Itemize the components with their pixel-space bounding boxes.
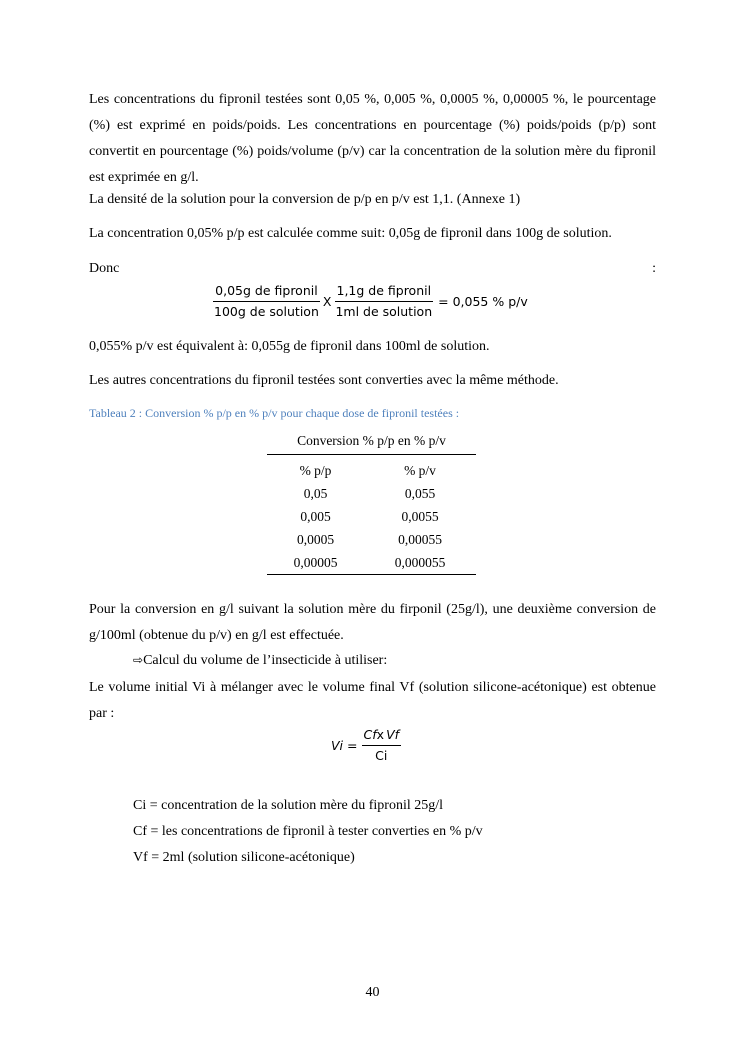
fraction-numerator: 1,1g de fipronil [335,283,434,302]
definition-vf: Vf = 2ml (solution silicone-acétonique) [133,850,355,865]
numerator-cf: Cf [363,727,377,742]
definition-cf: Cf = les concentrations de fipronil à tester converties en % p/v [133,824,483,839]
conversion-formula [212,283,530,320]
times-sign: X [322,294,332,309]
numerator-vf: Vf [386,727,400,742]
fraction-fipronil-solution [212,283,321,320]
donc-row [89,259,656,279]
bullet-text: Calcul du volume de l’insecticide à utiliser: [143,653,388,668]
table-row [267,528,476,551]
table-row [267,551,476,575]
table-row [267,482,476,505]
column-header: % p/p [299,462,332,478]
table-cell: 0,00055 [398,531,442,547]
paragraph-autres: Les autres concentrations du fipronil testées sont converties avec la même méthode. [89,373,559,388]
paragraph-conversion-gl: Pour la conversion en g/l suivant la solution mère du firponil (25g/l), une deuxième conversion de g/100ml (obtenue du p/v) en g/l est effectuée. [89,602,656,643]
table-cell: 0,0005 [296,531,335,547]
fraction-denominator: 1ml de solution [335,304,433,319]
fraction-volume [362,727,402,764]
fraction-denominator: Ci [375,748,388,763]
formula-lhs: Vi [331,738,344,753]
bullet-calcul-volume [133,650,700,671]
fraction-density [333,283,434,320]
fraction-numerator: 0,05g de fipronil [213,283,320,302]
table-row [267,505,476,528]
table-caption: Tableau 2 : Conversion % p/p en % p/v pour chaque dose de fipronil testées : [89,406,460,420]
paragraph-equivalence: 0,055% p/v est équivalent à: 0,055g de fipronil dans 100ml de solution. [89,339,490,354]
table-cell: 0,0055 [401,508,439,524]
table-title: Conversion % p/p en % p/v [267,428,476,455]
numerator-times: x [376,727,385,742]
paragraph-calcul: La concentration 0,05% p/p est calculée comme suit: 0,05g de fipronil dans 100g de solution. [89,226,612,241]
fraction-denominator: 100g de solution [214,304,319,319]
page-number: 40 [365,985,380,1000]
donc-colon: : [652,261,656,276]
paragraph-densite: La densité de la solution pour la conversion de p/p en p/v est 1,1. (Annexe 1) [89,192,521,207]
column-header: % p/v [404,462,436,478]
table-cell: 0,005 [300,508,331,524]
table-cell: 0,000055 [364,551,476,575]
volume-formula [331,727,401,764]
equals-sign: = [347,738,358,753]
table-cell: 0,00005 [267,551,364,575]
table-header-row [267,455,476,483]
arrow-right-outline-icon: ⇨ [133,653,144,667]
definition-ci: Ci = concentration de la solution mère du fipronil 25g/l [133,798,443,813]
formula-result: = 0,055 % p/v [438,294,528,309]
fraction-numerator [362,727,402,746]
table-cell: 0,05 [303,485,328,501]
paragraph-volume-initial: Le volume initial Vi à mélanger avec le volume final Vf (solution silicone-acétonique) est obtenue par : [89,680,656,721]
conversion-table [267,428,476,575]
table-cell: 0,055 [404,485,436,501]
donc-label: Donc [89,261,120,276]
paragraph-concentrations: Les concentrations du fipronil testées sont 0,05 %, 0,005 %, 0,0005 %, 0,00005 %, le pourcentage (%) est exprimé en poids/poids. Les concentrations en pourcentage (%) poids/poids (p/p) sont convertit en pourcentage (%) poids/volume (p/v) car la concentration de la solution mère du fipronil est exprimée en g/l. [89,92,656,185]
